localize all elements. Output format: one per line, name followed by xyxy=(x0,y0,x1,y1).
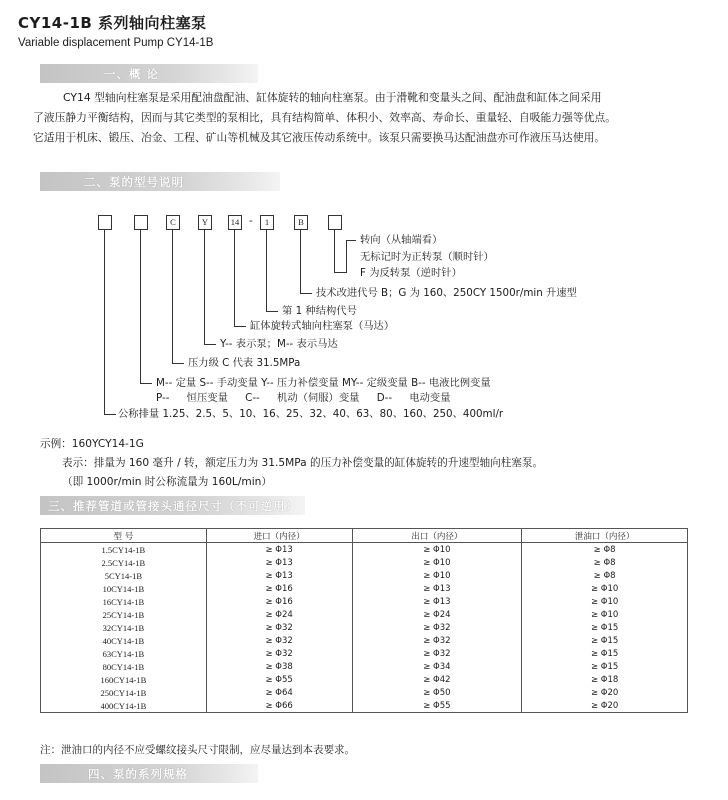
connector-line xyxy=(266,311,278,312)
connector-line xyxy=(140,383,152,384)
diameter-cell: ≥ Φ13 xyxy=(206,543,352,557)
model-cell: 400CY14-1B xyxy=(41,699,207,713)
connector-line xyxy=(334,272,346,273)
diameter-cell: ≥ Φ24 xyxy=(352,608,522,621)
connector-line xyxy=(300,293,312,294)
section-title-pipe: 三、推荐管道或管接头通径尺寸（不可逆用） xyxy=(48,499,298,513)
diameter-cell: ≥ Φ10 xyxy=(352,543,522,557)
diameter-cell: ≥ Φ10 xyxy=(522,608,688,621)
table-row xyxy=(41,660,688,673)
model-cell: 63CY14-1B xyxy=(41,647,207,660)
diameter-cell: ≥ Φ32 xyxy=(352,647,522,660)
diameter-cell: ≥ Φ16 xyxy=(206,595,352,608)
model-cell: 16CY14-1B xyxy=(41,595,207,608)
diameter-cell: ≥ Φ32 xyxy=(206,647,352,660)
connector-line xyxy=(204,344,216,345)
model-box-displacement xyxy=(98,215,112,230)
diameter-cell: ≥ Φ10 xyxy=(352,556,522,569)
section-title-series: 四、泵的系列规格 xyxy=(88,767,188,781)
column-header: 进口（内径） xyxy=(206,529,352,543)
diameter-cell: ≥ Φ10 xyxy=(522,595,688,608)
table-row xyxy=(41,595,688,608)
table-row xyxy=(41,634,688,647)
example-description-2: （即 1000r/min 时公称流量为 160L/min） xyxy=(62,476,272,488)
diameter-cell: ≥ Φ34 xyxy=(352,660,522,673)
diameter-cell: ≥ Φ18 xyxy=(522,673,688,686)
table-row xyxy=(41,673,688,686)
table-row xyxy=(41,647,688,660)
annotation-type: Y-- 表示泵；M-- 表示马达 xyxy=(220,338,338,350)
diameter-cell: ≥ Φ32 xyxy=(352,634,522,647)
annotation-forward: 无标记时为正转泵（顺时针） xyxy=(360,251,494,263)
model-dash: - xyxy=(249,215,253,227)
diameter-cell: ≥ Φ24 xyxy=(206,608,352,621)
connector-line xyxy=(140,230,141,384)
table-row xyxy=(41,699,688,713)
model-box-variable xyxy=(134,215,148,230)
model-box-improvement: B xyxy=(294,215,308,230)
model-box-type: Y xyxy=(198,215,212,230)
annotation-series: 缸体旋转式轴向柱塞泵（马达） xyxy=(250,320,395,332)
connector-line xyxy=(234,326,246,327)
diameter-cell: ≥ Φ16 xyxy=(206,582,352,595)
model-cell: 32CY14-1B xyxy=(41,621,207,634)
model-box-structure: 1 xyxy=(260,215,274,230)
model-cell: 1.5CY14-1B xyxy=(41,543,207,557)
diameter-cell: ≥ Φ15 xyxy=(522,660,688,673)
intro-paragraph xyxy=(33,88,705,148)
connector-line xyxy=(172,363,184,364)
table-row xyxy=(41,556,688,569)
table-row xyxy=(41,582,688,595)
annotation-displacement: 公称排量 1.25、2.5、5、10、16、25、32、40、63、80、160、250、400ml/r xyxy=(118,408,504,420)
diameter-cell: ≥ Φ10 xyxy=(352,569,522,582)
connector-line xyxy=(346,240,356,241)
page-title: CY14-1B 系列轴向柱塞泵 xyxy=(18,14,207,32)
model-box-pressure: C xyxy=(166,215,180,230)
intro-line-3: 它适用于机床、锻压、冶金、工程、矿山等机械及其它液压传动系统中。该泵只需要换马达配油盘亦可作液压马达使用。 xyxy=(33,131,606,144)
diameter-cell: ≥ Φ13 xyxy=(352,582,522,595)
diameter-cell: ≥ Φ8 xyxy=(522,556,688,569)
diameter-cell: ≥ Φ55 xyxy=(206,673,352,686)
page-subtitle: Variable displacement Pump CY14-1B xyxy=(18,37,214,49)
table-row xyxy=(41,569,688,582)
annotation-reverse: F 为反转泵（逆时针） xyxy=(360,267,462,279)
section-band-series xyxy=(40,764,258,783)
section-title-model: 二、泵的型号说明 xyxy=(84,175,184,189)
example-label: 示例：160YCY14-1G xyxy=(40,438,144,450)
table-row xyxy=(41,608,688,621)
diameter-cell: ≥ Φ15 xyxy=(522,647,688,660)
diameter-cell: ≥ Φ13 xyxy=(352,595,522,608)
pipe-size-table xyxy=(40,528,688,713)
connector-line xyxy=(266,230,267,312)
diameter-cell: ≥ Φ8 xyxy=(522,543,688,557)
section-title-overview: 一、概 论 xyxy=(104,67,160,81)
diameter-cell: ≥ Φ32 xyxy=(206,634,352,647)
connector-line xyxy=(300,230,301,294)
connector-line xyxy=(104,414,116,415)
model-cell: 2.5CY14-1B xyxy=(41,556,207,569)
diameter-cell: ≥ Φ13 xyxy=(206,556,352,569)
column-header: 泄油口（内径） xyxy=(522,529,688,543)
connector-line xyxy=(104,230,105,415)
table-body xyxy=(41,543,688,713)
section-band-overview xyxy=(40,64,258,83)
column-header: 型 号 xyxy=(41,529,207,543)
model-box-rotation xyxy=(328,215,342,230)
diameter-cell: ≥ Φ50 xyxy=(352,686,522,699)
model-cell: 40CY14-1B xyxy=(41,634,207,647)
intro-line-1: CY14 型轴向柱塞泵是采用配油盘配油、缸体旋转的轴向柱塞泵。由于滑靴和变量头之间、配油盘和缸体之间采用 xyxy=(63,91,602,104)
diameter-cell: ≥ Φ64 xyxy=(206,686,352,699)
annotation-improvement: 技术改进代号 B；G 为 160、250CY 1500r/min 升速型 xyxy=(316,287,577,299)
table-row xyxy=(41,621,688,634)
diameter-cell: ≥ Φ38 xyxy=(206,660,352,673)
model-cell: 250CY14-1B xyxy=(41,686,207,699)
model-box-series: 14 xyxy=(228,215,242,230)
diameter-cell: ≥ Φ20 xyxy=(522,686,688,699)
diameter-cell: ≥ Φ15 xyxy=(522,634,688,647)
table-row xyxy=(41,686,688,699)
model-cell: 25CY14-1B xyxy=(41,608,207,621)
diameter-cell: ≥ Φ13 xyxy=(206,569,352,582)
intro-line-2: 了液压静力平衡结构，因而与其它类型的泵相比，具有结构简单、体积小、效率高、寿命长、重量轻、自吸能力强等优点。 xyxy=(33,111,617,124)
connector-line xyxy=(334,230,335,273)
diameter-cell: ≥ Φ32 xyxy=(352,621,522,634)
table-header-row xyxy=(41,529,688,543)
section-band-pipe xyxy=(40,496,305,515)
annotation-structure: 第 1 种结构代号 xyxy=(282,305,357,317)
annotation-variable-1: M-- 定量 S-- 手动变量 Y-- 压力补偿变量 MY-- 定级变量 B-- 电液比例变量 xyxy=(156,377,491,389)
model-cell: 10CY14-1B xyxy=(41,582,207,595)
diameter-cell: ≥ Φ42 xyxy=(352,673,522,686)
connector-line xyxy=(234,230,235,327)
diameter-cell: ≥ Φ66 xyxy=(206,699,352,713)
column-header: 出口（内径） xyxy=(352,529,522,543)
diameter-cell: ≥ Φ20 xyxy=(522,699,688,713)
diameter-cell: ≥ Φ15 xyxy=(522,621,688,634)
annotation-pressure: 压力级 C 代表 31.5MPa xyxy=(188,357,301,369)
section-band-model xyxy=(40,172,280,191)
model-cell: 80CY14-1B xyxy=(41,660,207,673)
diameter-cell: ≥ Φ55 xyxy=(352,699,522,713)
connector-line xyxy=(204,230,205,345)
diameter-cell: ≥ Φ8 xyxy=(522,569,688,582)
table-row xyxy=(41,543,688,557)
annotation-rotation: 转向（从轴端看） xyxy=(360,234,443,246)
diameter-cell: ≥ Φ10 xyxy=(522,582,688,595)
annotation-variable-2: P-- 恒压变量 C-- 机动（伺服）变量 D-- 电动变量 xyxy=(156,392,451,404)
model-cell: 5CY14-1B xyxy=(41,569,207,582)
model-cell: 160CY14-1B xyxy=(41,673,207,686)
example-description: 表示：排量为 160 毫升 / 转，额定压力为 31.5MPa 的压力补偿变量的缸体旋转的升速型轴向柱塞泵。 xyxy=(62,457,544,469)
connector-line xyxy=(346,240,347,273)
diameter-cell: ≥ Φ32 xyxy=(206,621,352,634)
connector-line xyxy=(172,230,173,364)
table-note: 注：泄油口的内径不应受螺纹接头尺寸限制，应尽量达到本表要求。 xyxy=(40,744,355,756)
